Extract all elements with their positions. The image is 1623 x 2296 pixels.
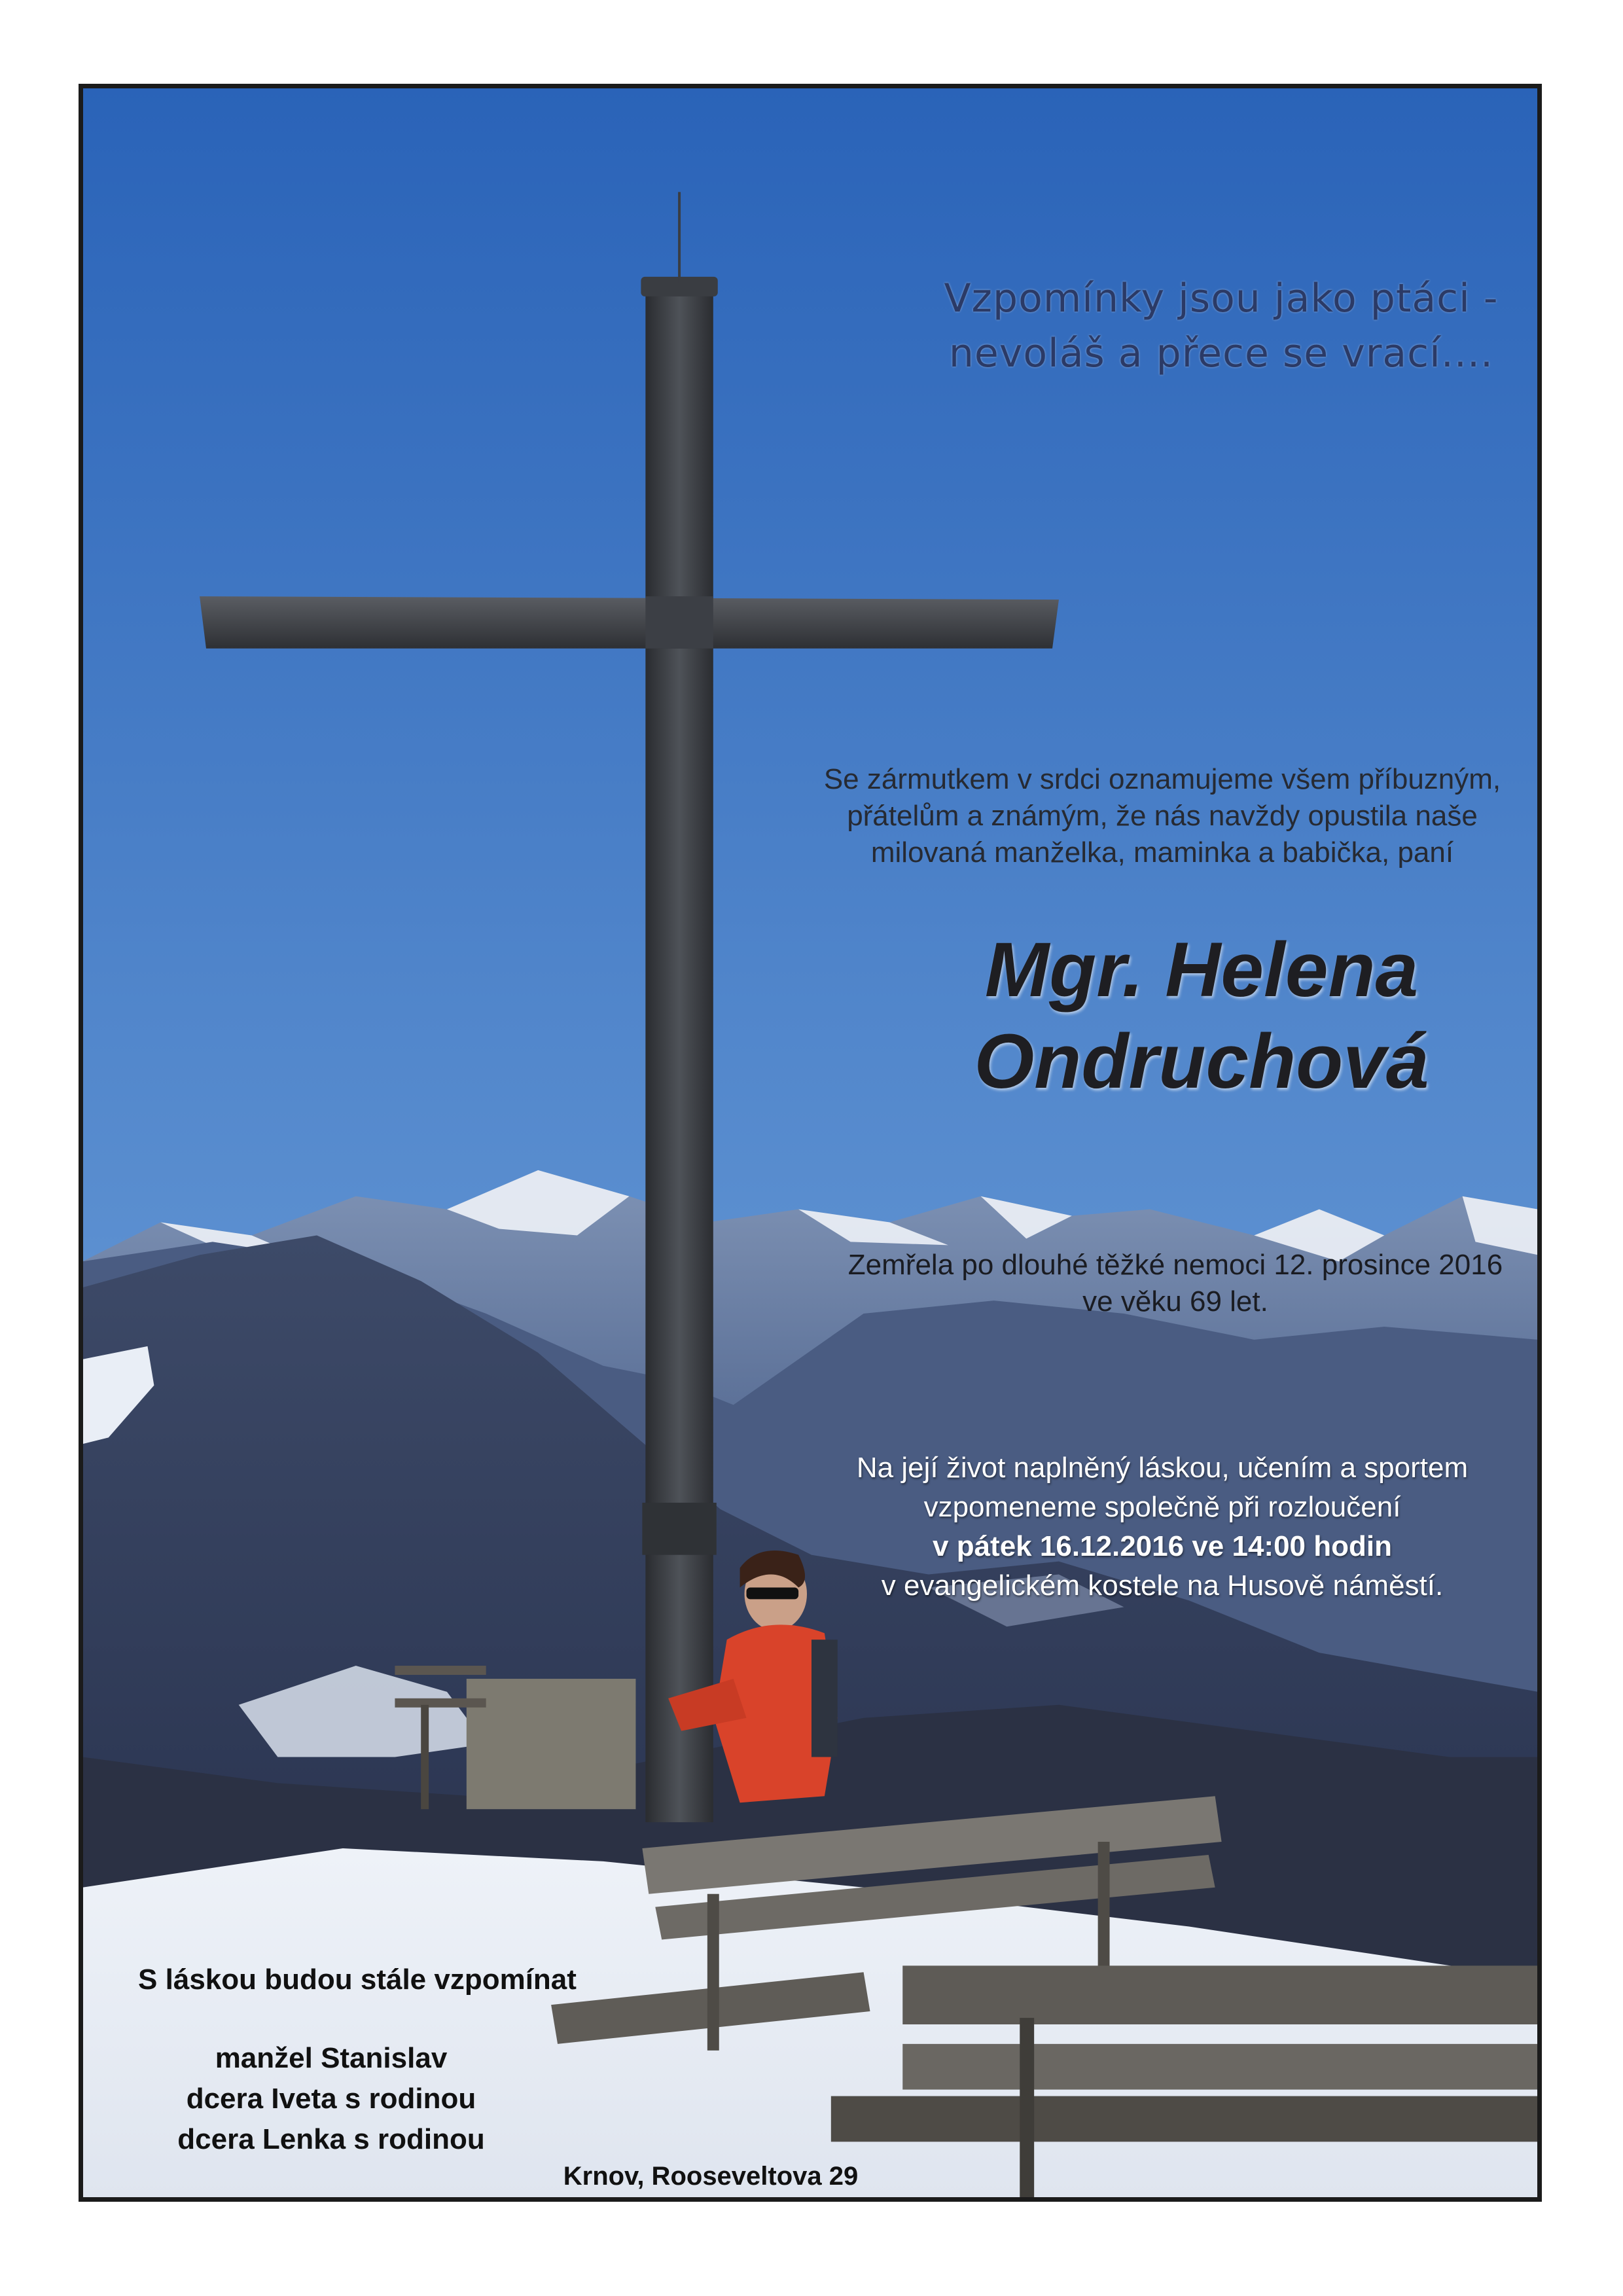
mourner-line-1: manžel Stanislav [215,2042,448,2074]
mourner-line-2: dcera Iveta s rodinou [186,2083,476,2115]
mourners-heading: S láskou budou stále vzpomínat [138,1964,577,1996]
ceremony-line-1: Na její život naplněný láskou, učením a sportem [856,1452,1469,1484]
deceased-name-line-1: Mgr. Helena [984,927,1419,1013]
motto-line-2: nevoláš a přece se vrací.... [948,331,1494,376]
death-line-1: Zemřela po dlouhé těžké nemoci 12. prosince 2016 [847,1249,1503,1281]
ceremony-date-time: v pátek 16.12.2016 ve 14:00 hodin [933,1530,1392,1562]
announcement-line-1: Se zármutkem v srdci oznamujeme všem příbuzným, [823,763,1501,795]
announcement-line-3: milovaná manželka, maminka a babička, paní [870,836,1454,869]
ceremony-line-4: v evangelickém kostele na Husově náměstí. [881,1570,1444,1602]
obituary-poster [79,84,1542,2202]
address: Krnov, Rooseveltova 29 [563,2162,859,2191]
motto-line-1: Vzpomínky jsou jako ptáci - [944,276,1499,321]
deceased-name-line-2: Ondruchová [974,1018,1429,1105]
ceremony-line-2: vzpomeneme společně při rozloučení [923,1491,1401,1523]
death-line-2: ve věku 69 let. [1082,1285,1268,1318]
mountain-cross-photo [82,88,1538,2198]
mourner-line-3: dcera Lenka s rodinou [177,2123,485,2155]
announcement-line-2: přátelům a známým, že nás navždy opustila naše [847,800,1478,832]
